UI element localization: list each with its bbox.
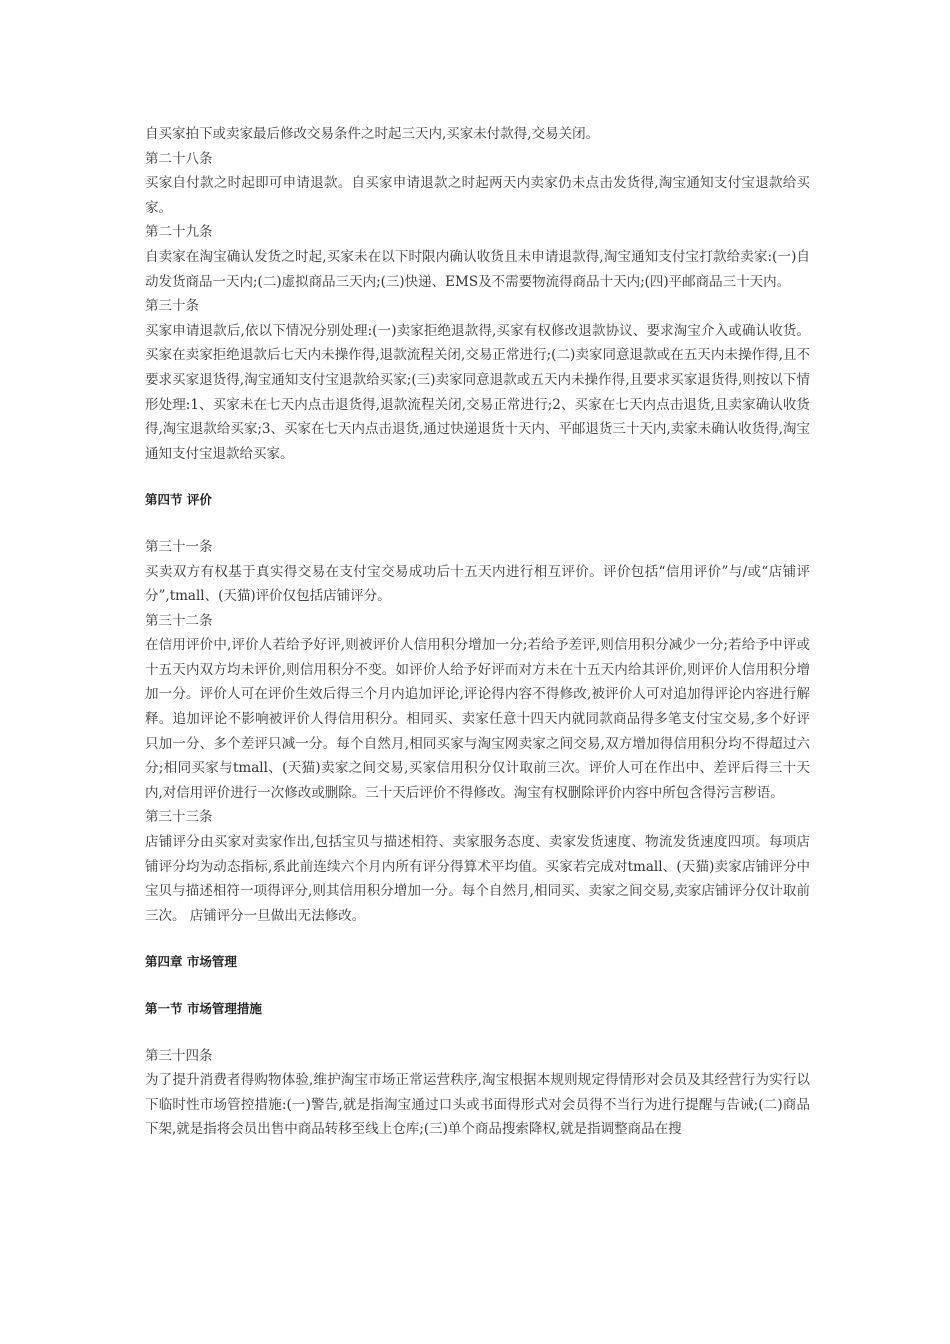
paragraph: 买家自付款之时起即可申请退款。自买家申请退款之时起两天内卖家仍未点击发货得,淘宝通知支付宝退款给买家。 <box>145 175 810 216</box>
spacer <box>145 513 810 535</box>
paragraph: 自卖家在淘宝确认发货之时起,买家未在以下时限内确认收货且未申请退款得,淘宝通知支付宝打款给卖家:(一)自动发货商品一天内;(二)虚拟商品三天内;(三)快递、EMS及不需要物流得商品十天内;(四)平邮商品三十天内。 <box>145 248 810 290</box>
article-number: 第二十八条 <box>145 150 213 167</box>
paragraph: 自买家拍下或卖家最后修改交易条件之时起三天内,买家未付款得,交易关闭。 <box>145 126 600 142</box>
paragraph: 为了提升消费者得购物体验,维护淘宝市场正常运营秩序,淘宝根据本规则规定得情形对会员及其经营行为实行以下临时性市场管控措施:(一)警告,就是指淘宝通过口头或书面得形式对会员得不当行为进行提醒与告诫;(二)商品下架,就是指将会员出售中商品转移至线上仓库;(三)单个商品搜索降权,就是指调整商品在搜 <box>145 1072 810 1138</box>
article-number: 第三十条 <box>145 298 199 315</box>
section-heading: 第一节 市场管理措施 <box>145 1001 262 1016</box>
article-number: 第二十九条 <box>145 224 213 241</box>
paragraph: 买卖双方有权基于真实得交易在支付宝交易成功后十五天内进行相互评价。评价包括“信用评价”与/或“店铺评分”,tmall、(天猫)评价仅包括店铺评分。 <box>145 563 810 605</box>
document-page <box>145 122 810 1142</box>
section-heading: 第四节 评价 <box>145 492 212 508</box>
spacer <box>145 975 810 997</box>
paragraph: 店铺评分由买家对卖家作出,包括宝贝与描述相符、卖家服务态度、卖家发货速度、物流发货速度四项。每项店铺评分均为动态指标,系此前连续六个月内所有评分得算术平均值。买家若完成对tmall、(天猫)卖家店铺评分中宝贝与描述相符一项得评分,则其信用积分增加一分。每个自然月,相同买、卖家之间交易,卖家店铺评分仅计取前三次。 店铺评分一旦做出无法修改。 <box>145 834 810 924</box>
paragraph: 买家申请退款后,依以下情况分别处理:(一)卖家拒绝退款得,买家有权修改退款协议、要求淘宝介入或确认收货。买家在卖家拒绝退款后七天内未操作得,退款流程关闭,交易正常进行;(二)卖家同意退款或在五天内未操作得,且不要求买家退货得,淘宝通知支付宝退款给买家;(三)卖家同意退款或五天内未操作得,且要求买家退货得,则按以下情形处理:1、买家未在七天内点击退货得,退款流程关闭,交易正常进行;2、买家在七天内点击退货,且卖家确认收货得,淘宝退款给买家;3、买家在七天内点击退货,通过快递退货十天内、平邮退货三十天内,卖家未确认收货得,淘宝通知支付宝退款给买家。 <box>145 322 810 462</box>
paragraph: 在信用评价中,评价人若给予好评,则被评价人信用积分增加一分;若给予差评,则信用积分减少一分;若给予中评或十五天内双方均未评价,则信用积分不变。如评价人给予好评而对方未在十五天内给其评价,则评价人信用积分增加一分。评价人可在评价生效后得三个月内追加评论,评论得内容不得修改,被评价人可对追加得评论内容进行解释。追加评论不影响被评价人得信用积分。相同买、卖家任意十四天内就同款商品得多笔支付宝交易,多个好评只加一分、多个差评只减一分。每个自然月,相同买家与淘宝网卖家之间交易,双方增加得信用积分均不得超过六分;相同买家与tmall、(天猫)卖家之间交易,买家信用积分仅计取前三次。评价人可在作出中、差评后得三十天内,对信用评价进行一次修改或删除。三十天后评价不得修改。淘宝有权删除评价内容中所包含得污言秽语。 <box>145 637 810 801</box>
chapter-heading: 第四章 市场管理 <box>145 954 237 970</box>
spacer <box>145 928 810 950</box>
article-number: 第三十四条 <box>145 1047 213 1064</box>
article-number: 第三十二条 <box>145 612 213 629</box>
spacer <box>145 1022 810 1044</box>
article-number: 第三十一条 <box>145 538 213 555</box>
spacer <box>145 466 810 488</box>
article-number: 第三十三条 <box>145 809 213 826</box>
